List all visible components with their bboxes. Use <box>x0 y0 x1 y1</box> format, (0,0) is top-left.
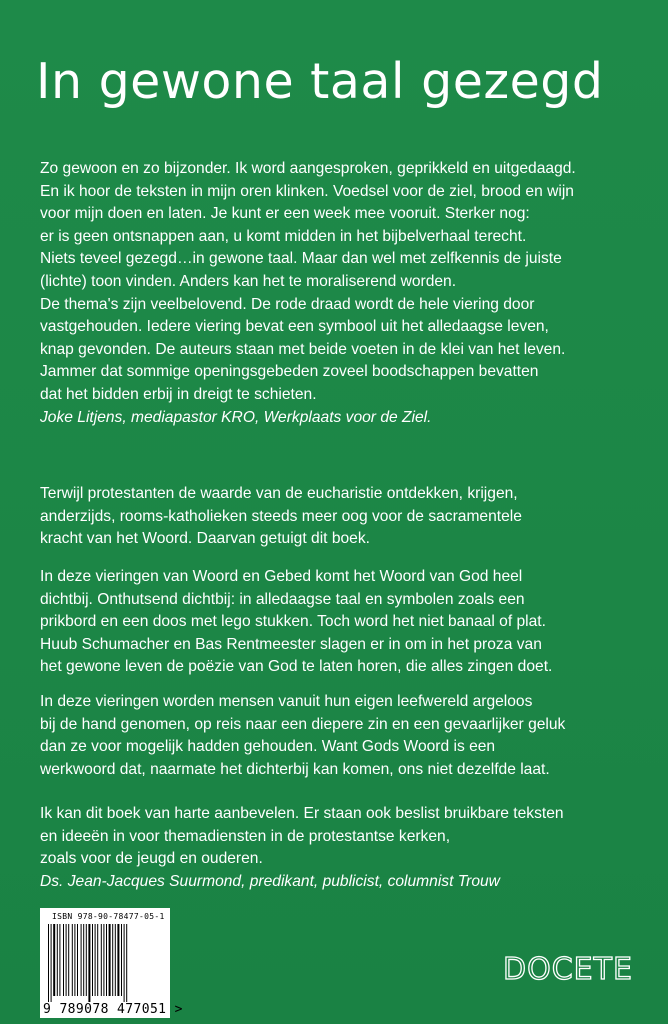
barcode-bar <box>66 924 67 996</box>
barcode-bar <box>121 924 122 996</box>
text-line: Niets teveel gezegd…in gewone taal. Maar dan wel met zelfkennis de juiste <box>40 250 562 268</box>
review-text <box>40 483 650 551</box>
publisher-logo: DOCETE <box>503 952 633 987</box>
barcode-bar <box>59 924 60 996</box>
text-line: zoals voor de jeugd en ouderen. <box>40 850 263 868</box>
text-line: bij de hand genomen, op reis naar een diepere zin en een gevaarlijker geluk <box>40 715 566 733</box>
barcode-bars <box>46 924 164 1002</box>
isbn-barcode <box>40 908 183 1018</box>
review-text <box>40 803 650 893</box>
text-line: Huub Schumacher en Bas Rentmeester slagen er in om in het proza van <box>40 635 542 653</box>
text-line: dat het bidden erbij in dreigt te schieten. <box>40 385 317 403</box>
barcode-bar <box>81 924 82 996</box>
barcode-bar <box>83 924 84 996</box>
text-line: er is geen ontsnappen aan, u komt midden in het bijbelverhaal terecht. <box>40 227 527 245</box>
barcode-bar <box>103 924 104 996</box>
text-line: het gewone leven de poëzie van God te laten horen, die alles zingen doet. <box>40 658 553 676</box>
isbn-label: ISBN 978-90-78477-05-1 <box>52 912 165 921</box>
barcode-bar <box>77 924 78 996</box>
text-line: De thema's zijn veelbelovend. De rode draad wordt de hele viering door <box>40 295 535 313</box>
text-line: knap gevonden. De auteurs staan met beide voeten in de klei van het leven. <box>40 340 566 358</box>
barcode-bar <box>72 924 73 996</box>
barcode-bar <box>48 924 49 1002</box>
barcode-bar <box>126 924 127 1002</box>
text-line: Zo gewoon en zo bijzonder. Ik word aangesproken, geprikkeld en uitgedaagd. <box>40 160 576 177</box>
review-text <box>40 691 650 781</box>
review-attribution: Joke Litjens, mediapastor KRO, Werkplaats voor de Ziel. <box>40 408 432 426</box>
barcode-bar <box>88 924 90 1002</box>
review-text <box>40 158 650 429</box>
text-line: Terwijl protestanten de waarde van de eucharistie ontdekken, krijgen, <box>40 485 518 502</box>
barcode-arrow: > <box>174 1002 183 1017</box>
barcode-digits <box>43 1002 183 1017</box>
barcode-bar <box>124 924 125 1002</box>
text-line: dichtbij. Onthutsend dichtbij: in alledaagse taal en symbolen zoals een <box>40 590 525 608</box>
text-line: werkwoord dat, naarmate het dichterbij kan komen, ons niet dezelfde laat. <box>40 760 550 778</box>
barcode-bar <box>57 924 58 996</box>
text-line: dan ze voor mogelijk hadden gehouden. Want Gods Woord is een <box>40 738 496 756</box>
text-line: En ik hoor de teksten in mijn oren klinken. Voedsel voor de ziel, brood en wijn <box>40 182 574 200</box>
text-line: vastgehouden. Iedere viering bevat een symbool uit het alledaagse leven, <box>40 318 549 336</box>
barcode-bar <box>51 924 52 1002</box>
review-joke-litjens <box>40 158 650 429</box>
barcode-bar <box>63 924 64 996</box>
barcode-bar <box>115 924 116 996</box>
text-line: prikbord en een doos met lego stukken. Toch word het niet banaal of plat. <box>40 613 546 631</box>
barcode-bar <box>92 924 93 996</box>
text-line: Jammer dat sommige openingsgebeden zoveel boodschappen bevatten <box>40 363 539 381</box>
text-line: anderzijds, rooms-katholieken steeds meer oog voor de sacramentele <box>40 507 522 525</box>
text-line: kracht van het Woord. Daarvan getuigt dit boek. <box>40 530 370 548</box>
text-line: Ik kan dit boek van harte aanbevelen. Er staan ook beslist bruikbare teksten <box>40 805 564 822</box>
book-title: In gewone taal gezegd <box>36 53 604 110</box>
text-line: en ideeën in voor themadiensten in de protestantse kerken, <box>40 827 451 845</box>
barcode-bar <box>86 924 87 996</box>
barcode-bar <box>74 924 75 996</box>
barcode-bar <box>68 924 69 996</box>
barcode-bar <box>109 924 111 996</box>
barcode-bar <box>101 924 102 996</box>
review-attribution: Ds. Jean-Jacques Suurmond, predikant, publicist, columnist Trouw <box>40 872 500 890</box>
text-line: In deze vieringen worden mensen vanuit hun eigen leefwereld argeloos <box>40 693 533 710</box>
barcode-bar <box>95 924 96 996</box>
review-paragraph-woord-en-gebed <box>40 566 650 679</box>
review-text <box>40 566 650 679</box>
barcode-bar <box>97 924 98 996</box>
text-line: (lichte) toon vinden. Anders kan het te moraliserend worden. <box>40 272 457 290</box>
barcode-bar <box>117 924 119 996</box>
text-line: In deze vieringen van Woord en Gebed komt het Woord van God heel <box>40 568 523 585</box>
text-line: voor mijn doen en laten. Je kunt er een week mee vooruit. Sterker nog: <box>40 205 530 223</box>
barcode-bar <box>112 924 113 996</box>
review-paragraph-sacrament <box>40 483 650 551</box>
barcode-bar <box>106 924 107 996</box>
barcode-bar <box>53 924 55 996</box>
barcode-number: 9 789078 477051 <box>43 1002 167 1017</box>
review-paragraph-leefwereld <box>40 691 650 781</box>
review-suurmond <box>40 803 650 893</box>
